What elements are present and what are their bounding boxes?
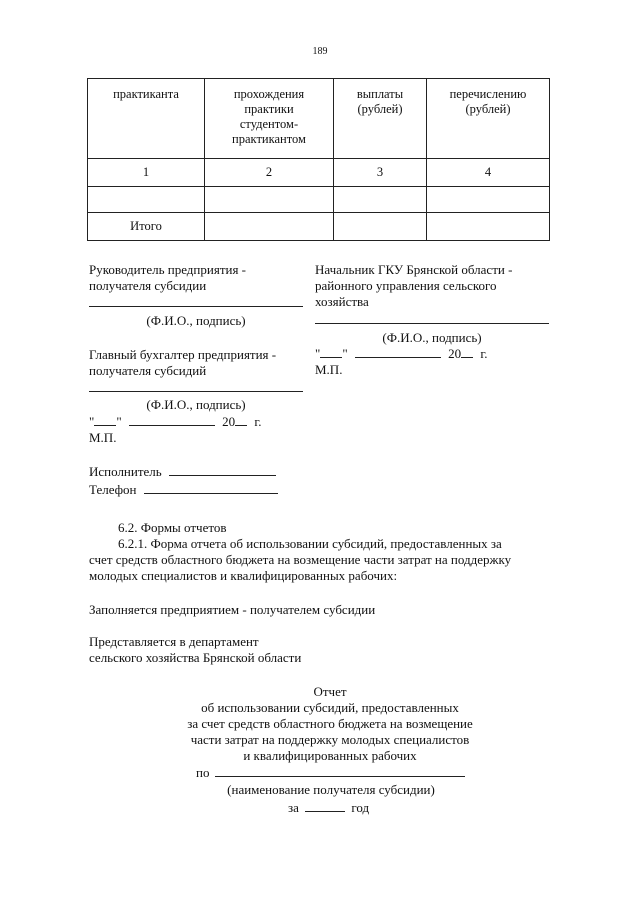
section-paragraph-line2: счет средств областного бюджета на возмещение части затрат на поддержку [89,552,512,567]
right-stamp-place: М.П. [315,362,343,377]
table-cell: 1 [88,159,205,187]
month-blank [129,425,215,426]
report-subtitle-line3: части затрат на поддержку молодых специалистов [190,732,470,747]
report-title: Отчет [313,684,347,699]
head-fio-caption: (Ф.И.О., подпись) [146,313,246,328]
year-suffix: г. [480,346,488,361]
phone-label: Телефон [89,482,137,497]
fill-note: Заполняется предприятием - получателем субсидии [89,602,376,617]
table-header-row [88,79,550,159]
left-date-line [89,414,262,430]
table-cell: 4 [427,159,550,187]
table-cell [205,187,334,213]
report-subtitle-line1: об использовании субсидий, предоставленных [201,700,459,715]
year-blank [461,357,473,358]
phone-line [89,482,278,498]
period-line [288,800,369,816]
table-cell [88,187,205,213]
submit-note-line2: сельского хозяйства Брянской области [89,650,302,665]
period-suffix: год [351,800,370,815]
head-title-line2: получателя субсидии [89,278,207,293]
quote-close: " [342,346,348,361]
recipient-blank [215,776,465,777]
table-cell: 2 [205,159,334,187]
table-number-row [88,159,550,187]
section-paragraph-line3: молодых специалистов и квалифицированных рабочих: [89,568,398,583]
year-prefix: 20 [448,346,462,361]
chief-title-line3: хозяйства [315,294,369,309]
table-total-label: Итого [88,213,205,241]
chief-fio-caption: (Ф.И.О., подпись) [382,330,482,345]
chief-title-line2: районного управления сельского [315,278,497,293]
chief-title-line1: Начальник ГКУ Брянской области - [315,262,513,277]
table-cell [205,213,334,241]
table-cell [334,213,427,241]
quote-close: " [116,414,122,429]
report-subtitle-line2: за счет средств областного бюджета на возмещение [187,716,473,731]
table-cell [427,213,550,241]
year-suffix: г. [254,414,262,429]
table-total-row [88,213,550,241]
phone-blank [144,493,278,494]
table-header-cell: перечислению (рублей) [427,79,550,159]
page-number: 189 [312,46,328,57]
section-paragraph-line1: 6.2.1. Форма отчета об использовании субсидий, предоставленных за [118,536,502,551]
year-blank [235,425,247,426]
period-prefix: за [288,800,299,815]
table-cell: 3 [334,159,427,187]
right-date-line [315,346,488,362]
report-subtitle-line4: и квалифицированных рабочих [243,748,417,763]
month-blank [355,357,441,358]
day-blank [94,425,116,426]
year-prefix: 20 [222,414,236,429]
year-blank [305,811,345,812]
accountant-fio-caption: (Ф.И.О., подпись) [146,397,246,412]
left-stamp-place: М.П. [89,430,117,445]
accountant-title-line2: получателя субсидий [89,363,207,378]
section-heading: 6.2. Формы отчетов [118,520,227,535]
quote-open: " [315,346,321,361]
table-header-cell: практиканта [88,79,205,159]
recipient-line [196,765,465,781]
table-header-cell: прохождения практики студентом-практикантом [205,79,334,159]
table-cell [334,187,427,213]
submit-note-line1: Представляется в департамент [89,634,259,649]
payment-table [87,78,550,241]
accountant-signature-line [89,381,303,392]
day-blank [320,357,342,358]
head-signature-line [89,296,303,307]
head-title-line1: Руководитель предприятия - [89,262,247,277]
table-header-cell: выплаты (рублей) [334,79,427,159]
recipient-caption: (наименование получателя субсидии) [227,782,435,797]
quote-open: " [89,414,95,429]
accountant-title-line1: Главный бухгалтер предприятия - [89,347,277,362]
chief-signature-line [315,313,549,324]
table-row [88,187,550,213]
recipient-prefix: по [196,765,210,780]
table-cell [427,187,550,213]
executor-blank [169,475,276,476]
executor-line [89,464,276,480]
executor-label: Исполнитель [89,464,162,479]
